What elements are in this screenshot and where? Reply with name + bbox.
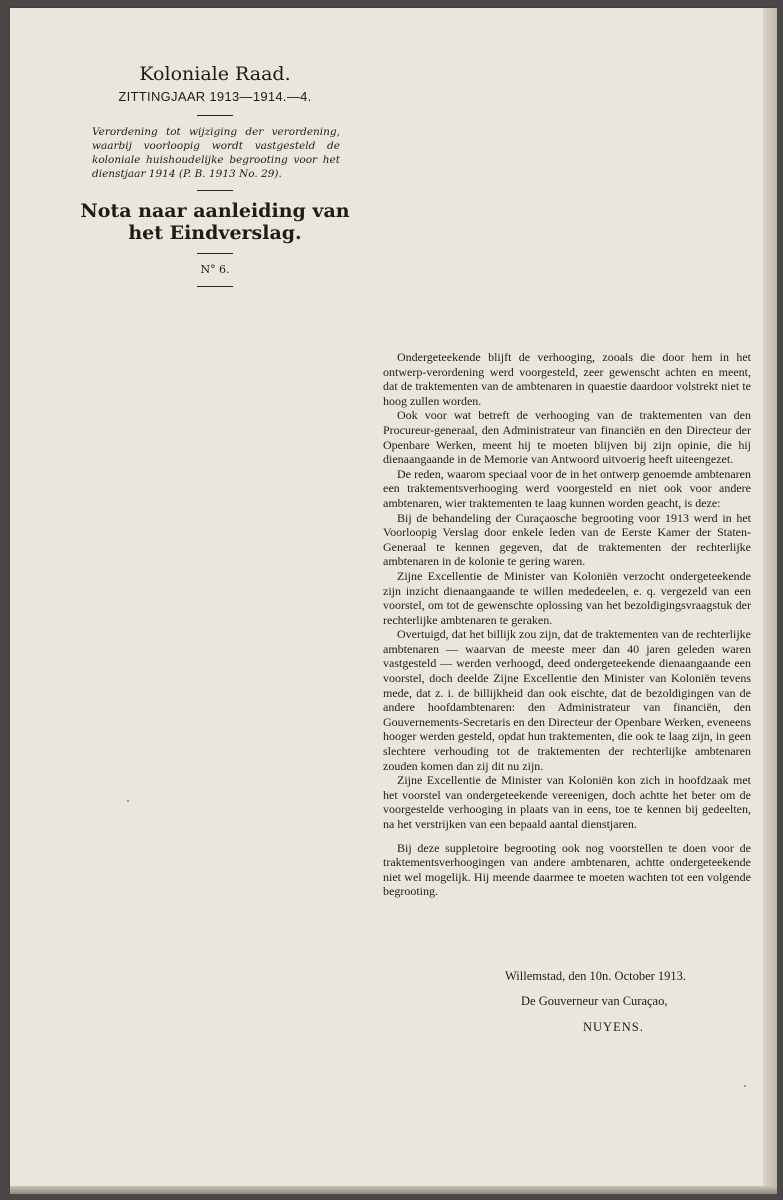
page-edge-bottom	[10, 1186, 777, 1194]
paragraph: Zijne Excellentie de Minister van Koloniën kon zich in hoofdzaak met het voorstel van ondergeteekende vereenigen, doch achtte het beter om de voorgestelde verhooging in plaats van in eens, toe te kennen bij gedeelten, na het verstrijken van een bepaald aantal dienstjaren.	[383, 773, 751, 831]
paragraph: De reden, waarom speciaal voor de in het ontwerp genoemde ambtenaren een traktementsverhooging werd voorgesteld en niet ook voor andere ambtenaren, wier traktementen te laag kunnen worden geacht, is deze:	[383, 466, 751, 510]
paper-speck	[127, 800, 129, 802]
divider	[197, 115, 233, 116]
signature-name: NUYENS.	[583, 1020, 644, 1034]
signature-role: De Gouverneur van Curaçao,	[521, 994, 668, 1008]
paragraph: Bij de behandeling der Curaçaosche begrooting voor 1913 werd in het Voorloopig Verslag door enkele leden van de Eerste Kamer der Staten-Generaal te kennen gegeven, dat de traktementen der rechterlijke ambtenaren in de kolonie te gering waren.	[383, 510, 751, 569]
paragraph: Ook voor wat betreft de verhooging van de traktementen van den Procureur-generaal, den Administrateur van financiën en den Directeur der Openbare Werken, meent hij te moeten blijven bij zijn opinie, die hij dienaangaande in de Memorie van Antwoord uitvoerig heeft uiteengezet.	[383, 408, 751, 467]
body-text	[383, 350, 751, 899]
paragraph: Ondergeteekende blijft de verhooging, zooals die door hem in het ontwerp-verordening werd voorgesteld, zeer gewenscht achten en meent, dat de traktementen van de ambtenaren in quaestie daardoor volstrekt niet te hoog zullen worden.	[383, 350, 751, 408]
paragraph: Zijne Excellentie de Minister van Koloniën verzocht ondergeteekende zijn inzicht dienaangaande te willen mededeelen, e. q. vergezeld van een voorstel, om tot de gewenschte oplossing van het bezoldigingsvraagstuk der rechterlijke ambtenaren te geraken.	[383, 568, 751, 627]
page-edge-right	[763, 8, 777, 1188]
nota-title-line-2: het Eindverslag.	[128, 222, 302, 244]
divider	[197, 286, 233, 287]
paper-speck	[744, 1085, 746, 1087]
document-header	[80, 62, 350, 296]
ordinance-description: Verordening tot wijziging der verordening, waarbij voorloopig wordt vastgesteld de koloniale huishoudelijke begrooting voor het dienstjaar 1914 (P. B. 1913 No. 29).	[92, 126, 340, 180]
divider	[197, 190, 233, 191]
nota-title-line-1: Nota naar aanleiding van	[80, 200, 350, 222]
divider	[197, 253, 233, 254]
session-year: ZITTINGJAAR 1913—1914.—4.	[118, 89, 312, 104]
paragraph: Bij deze suppletoire begrooting ook nog voorstellen te doen voor de traktementsverhoogingen van andere ambtenaren, achtte ondergeteekende niet wel mogelijk. Hij meende daarmee te moeten wachten tot een volgende begrooting.	[383, 840, 751, 899]
signature-place-date: Willemstad, den 10n. October 1913.	[505, 969, 687, 983]
document-number: N° 6.	[200, 263, 230, 276]
paragraph: Overtuigd, dat het billijk zou zijn, dat de traktementen van de rechterlijke ambtenaren — waarvan de meeste meer dan 40 jaren geleden waren vastgesteld — werden verhoogd, deed ondergeteekende dienaangaande een voorstel, doch deelde Zijne Excellentie den Minister van Koloniën tevens mede, dat z. i. de billijkheid dan ook eischte, dat de bezoldigingen van de andere hoofdambtenaren: den Administrateur van financiën, den Gouvernements-Secretaris en den Directeur der Openbare Werken, eveneens hooger werden gesteld, opdat hun traktementen, die ook te laag zijn, in geen slechtere verhouding tot de traktementen der rechterlijke ambtenaren zouden komen dan zij dit nu zijn.	[383, 627, 751, 773]
council-title: Koloniale Raad.	[139, 63, 291, 85]
